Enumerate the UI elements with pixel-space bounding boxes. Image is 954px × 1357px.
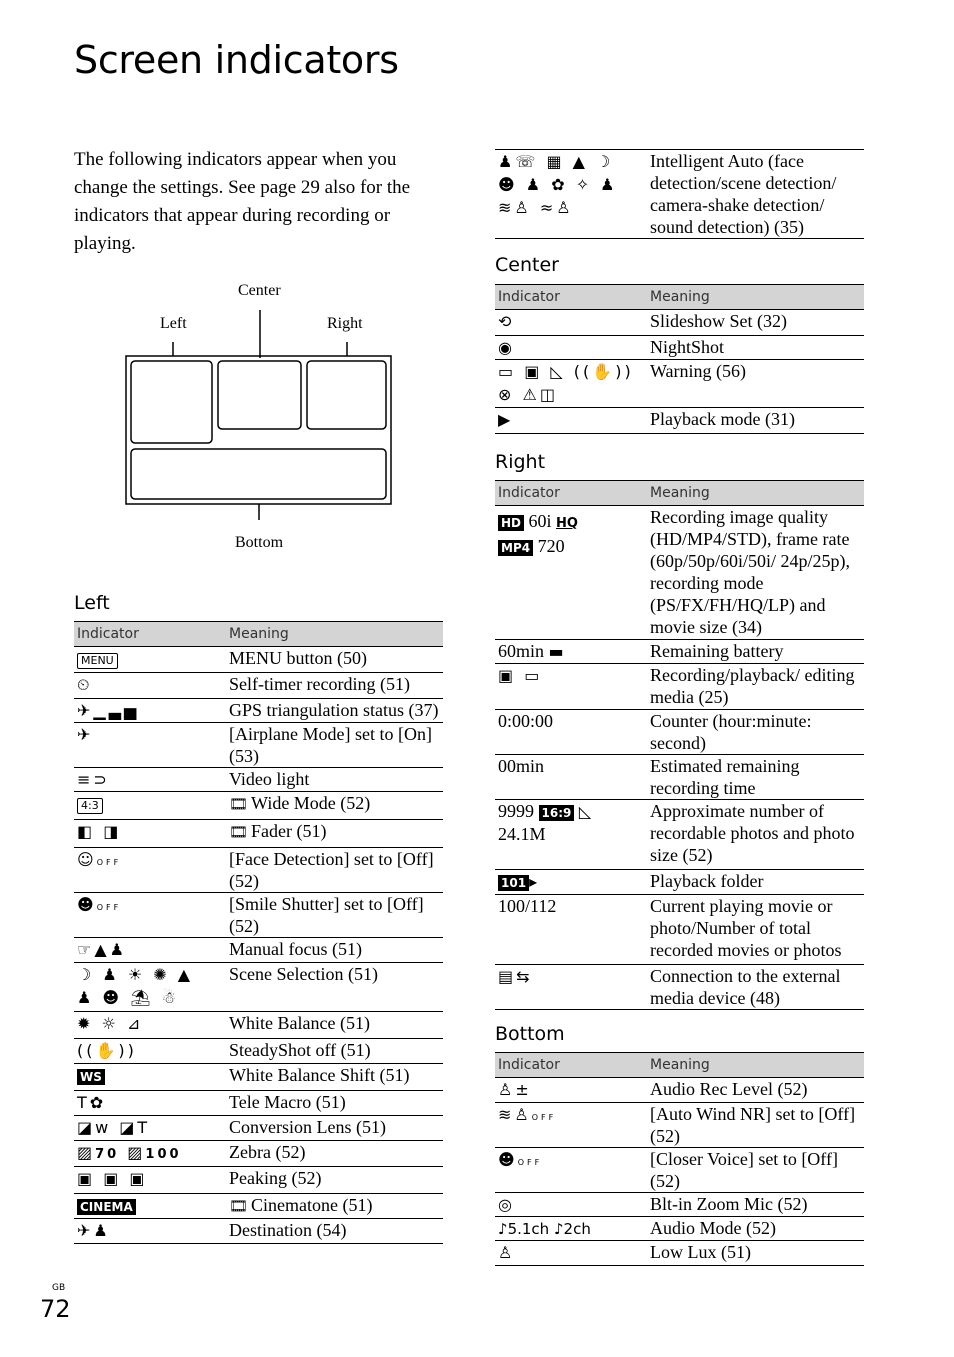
table-row bbox=[74, 963, 443, 1012]
table-row bbox=[74, 699, 443, 723]
table-row bbox=[495, 360, 864, 408]
bottom-section-title: Bottom bbox=[495, 1023, 565, 1045]
intelligent-auto-icons: ♟☏ ▦ ▲ ☽ ☻ ♟ ✿ ✧ ♟ ≋♙ ≈♙ bbox=[498, 152, 618, 217]
table-row bbox=[74, 1141, 443, 1167]
table-row bbox=[495, 870, 864, 895]
table-row bbox=[495, 965, 864, 1010]
table-row bbox=[74, 820, 443, 848]
aspect-4-3-icon: 4:3 bbox=[77, 798, 103, 814]
table-row bbox=[74, 938, 443, 963]
playing-count-text: 100/112 bbox=[495, 895, 647, 965]
diagram-frame bbox=[120, 280, 410, 530]
table-row bbox=[74, 647, 443, 673]
table-row bbox=[74, 1012, 443, 1039]
right-section-title: Right bbox=[495, 451, 546, 473]
table-row bbox=[74, 768, 443, 792]
row-meaning: Slideshow Set (32) bbox=[647, 310, 864, 336]
row-meaning: Warning (56) bbox=[647, 360, 864, 408]
photo-size-icon: ◺ bbox=[578, 802, 595, 821]
film-icon: 🎞 bbox=[229, 795, 249, 813]
table-row bbox=[495, 895, 864, 965]
row-meaning: GPS triangulation status (37) bbox=[226, 699, 443, 723]
center-section-title: Center bbox=[495, 254, 559, 276]
row-meaning: Self-timer recording (51) bbox=[226, 673, 443, 699]
table-row bbox=[495, 1217, 864, 1241]
table-row bbox=[495, 710, 864, 755]
screen-layout-diagram bbox=[120, 280, 410, 560]
row-meaning: Playback folder bbox=[647, 870, 864, 895]
row-meaning: [Closer Voice] set to [Off] (52) bbox=[647, 1148, 864, 1193]
frame-rate-text: 60i bbox=[528, 511, 552, 531]
diagram-label-center: Center bbox=[238, 282, 281, 299]
row-meaning: Wide Mode (52) bbox=[251, 793, 371, 813]
white-balance-icon: ✹ ☼ ⊿ bbox=[77, 1014, 144, 1033]
meaning-header: Meaning bbox=[226, 622, 443, 647]
table-row bbox=[74, 1064, 443, 1091]
table-row bbox=[74, 893, 443, 938]
row-meaning: [Smile Shutter] set to [Off] (52) bbox=[226, 893, 443, 938]
row-meaning: Playback mode (31) bbox=[647, 408, 864, 434]
row-meaning: Low Lux (51) bbox=[647, 1241, 864, 1266]
row-meaning: Conversion Lens (51) bbox=[226, 1116, 443, 1141]
left-section-title: Left bbox=[74, 592, 110, 614]
table-row bbox=[495, 640, 864, 664]
table-row bbox=[74, 1194, 443, 1219]
film-icon: 🎞 bbox=[229, 1197, 249, 1215]
photo-count-text: 9999 bbox=[498, 801, 534, 821]
table-row bbox=[495, 1103, 864, 1148]
table-row bbox=[74, 1116, 443, 1141]
row-meaning: Remaining battery bbox=[647, 640, 864, 664]
row-meaning: Current playing movie or photo/Number of total recorded movies or photos bbox=[647, 895, 864, 965]
hd-icon: HD bbox=[498, 515, 524, 531]
table-row bbox=[74, 1167, 443, 1194]
table-header bbox=[74, 622, 443, 647]
row-meaning: Destination (54) bbox=[226, 1219, 443, 1244]
diagram-label-right: Right bbox=[327, 315, 363, 332]
table-row bbox=[74, 792, 443, 820]
table-row bbox=[495, 664, 864, 710]
meaning-header: Meaning bbox=[647, 481, 864, 506]
row-meaning: [Face Detection] set to [Off] (52) bbox=[226, 848, 443, 893]
diagram-label-bottom: Bottom bbox=[235, 534, 284, 551]
bottom-indicator-table bbox=[495, 1052, 864, 1266]
row-meaning: Manual focus (51) bbox=[226, 938, 443, 963]
table-header bbox=[495, 481, 864, 506]
zoom-mic-icon: ◎ bbox=[498, 1195, 515, 1214]
photo-size-text: 24.1M bbox=[498, 824, 546, 844]
table-row bbox=[495, 1078, 864, 1103]
table-row bbox=[495, 755, 864, 800]
indicator-header: Indicator bbox=[495, 481, 647, 506]
audio-mode-icon: ♪5.1ch ♪2ch bbox=[498, 1220, 591, 1238]
row-meaning: Peaking (52) bbox=[226, 1167, 443, 1194]
audio-rec-level-icon: ♙± bbox=[498, 1080, 532, 1099]
folder-arrow-icon: ▸ bbox=[529, 872, 541, 891]
hq-icon: HQ bbox=[556, 516, 578, 531]
row-meaning: Recording/playback/ editing media (25) bbox=[647, 664, 864, 710]
conversion-lens-icon: ◪w ◪T bbox=[77, 1118, 151, 1137]
row-meaning: Audio Mode (52) bbox=[647, 1217, 864, 1241]
battery-time-text: 60min bbox=[498, 641, 545, 661]
intelligent-auto-table bbox=[495, 149, 864, 239]
table-row bbox=[74, 848, 443, 893]
intro-paragraph: The following indicators appear when you change the settings. See page 29 also for the indicators that appear during recording or playing. bbox=[74, 149, 411, 254]
aspect-16-9-icon: 16:9 bbox=[539, 805, 575, 821]
fader-icon: ◧ ◨ bbox=[77, 822, 122, 841]
row-meaning: NightShot bbox=[647, 336, 864, 360]
face-detection-off-icon: ☺OFF bbox=[77, 850, 122, 869]
table-row bbox=[495, 150, 864, 239]
table-row bbox=[74, 1091, 443, 1116]
right-indicator-table bbox=[495, 480, 864, 1010]
video-light-icon: ≡⊃ bbox=[77, 770, 110, 789]
region-code: GB bbox=[52, 1283, 66, 1293]
nightshot-icon: ◉ bbox=[498, 338, 515, 357]
mp4-icon: MP4 bbox=[498, 540, 533, 556]
white-balance-shift-icon: WS bbox=[77, 1069, 105, 1085]
row-meaning: Estimated remaining recording time bbox=[647, 755, 864, 800]
cinema-icon: CINEMA bbox=[77, 1199, 136, 1215]
table-row bbox=[495, 310, 864, 336]
menu-icon: MENU bbox=[77, 653, 118, 669]
table-row bbox=[495, 336, 864, 360]
airplane-icon: ✈ bbox=[77, 725, 94, 744]
row-meaning: Approximate number of recordable photos and photo size (52) bbox=[647, 800, 864, 870]
row-meaning: Fader (51) bbox=[251, 821, 327, 841]
table-row bbox=[74, 1039, 443, 1064]
row-meaning: Counter (hour:minute: second) bbox=[647, 710, 864, 755]
playback-folder-icon: 101 bbox=[498, 875, 529, 891]
scene-selection-icon: ☽ ♟ ☀ ✺ ▲ ♟ ☻ ⛱ ☃ bbox=[77, 965, 194, 1007]
film-icon: 🎞 bbox=[229, 823, 249, 841]
manual-focus-icon: ☞▲♟ bbox=[77, 940, 127, 959]
row-meaning: Tele Macro (51) bbox=[226, 1091, 443, 1116]
table-row bbox=[495, 1148, 864, 1193]
indicator-header: Indicator bbox=[495, 1053, 647, 1078]
table-row bbox=[74, 673, 443, 699]
low-lux-icon: ♙ bbox=[498, 1243, 516, 1262]
row-meaning: White Balance Shift (51) bbox=[226, 1064, 443, 1091]
row-meaning: MENU button (50) bbox=[226, 647, 443, 673]
row-meaning: Zebra (52) bbox=[226, 1141, 443, 1167]
left-indicator-table bbox=[74, 621, 443, 1244]
center-indicator-table bbox=[495, 284, 864, 434]
remaining-time-text: 00min bbox=[495, 755, 647, 800]
table-row bbox=[495, 1193, 864, 1217]
gps-icon: ✈▁▃▅ bbox=[77, 701, 140, 720]
table-header bbox=[495, 285, 864, 310]
row-meaning: SteadyShot off (51) bbox=[226, 1039, 443, 1064]
row-meaning: Blt-in Zoom Mic (52) bbox=[647, 1193, 864, 1217]
self-timer-icon: ⏲ bbox=[77, 675, 93, 694]
destination-icon: ✈♟ bbox=[77, 1221, 111, 1240]
row-meaning: Recording image quality (HD/MP4/STD), frame rate (60p/50p/60i/50i/ 24p/25p), recording mode (PS/FX/FH/HQ/LP) and movie size (34) bbox=[647, 506, 864, 640]
peaking-icon: ▣ ▣ ▣ bbox=[77, 1169, 148, 1188]
tele-macro-icon: T✿ bbox=[77, 1093, 107, 1112]
row-meaning: Cinematone (51) bbox=[251, 1195, 373, 1215]
indicator-header: Indicator bbox=[74, 622, 226, 647]
table-row bbox=[495, 800, 864, 870]
row-meaning: Connection to the external media device (48) bbox=[647, 965, 864, 1010]
table-row bbox=[74, 1219, 443, 1244]
recording-media-icon: ▣ ▭ bbox=[498, 666, 543, 685]
closer-voice-off-icon: ☻OFF bbox=[498, 1150, 543, 1169]
battery-icon: ▬ bbox=[548, 642, 567, 661]
playback-mode-icon: ▶ bbox=[498, 410, 514, 429]
row-meaning: Video light bbox=[226, 768, 443, 792]
page-title: Screen indicators bbox=[74, 38, 399, 82]
meaning-header: Meaning bbox=[647, 1053, 864, 1078]
movie-size-text: 720 bbox=[537, 536, 565, 556]
row-meaning: White Balance (51) bbox=[226, 1012, 443, 1039]
counter-text: 0:00:00 bbox=[495, 710, 647, 755]
row-meaning: [Airplane Mode] set to [On] (53) bbox=[226, 723, 443, 768]
steadyshot-off-icon: ((✋)) bbox=[77, 1041, 137, 1060]
row-meaning: Scene Selection (51) bbox=[226, 963, 443, 1012]
indicator-header: Indicator bbox=[495, 285, 647, 310]
zebra-icon: ▨70 ▨100 bbox=[77, 1143, 182, 1162]
row-meaning: Intelligent Auto (face detection/scene detection/ camera-shake detection/ sound detection) (35) bbox=[647, 150, 864, 239]
table-row bbox=[495, 506, 864, 640]
meaning-header: Meaning bbox=[647, 285, 864, 310]
smile-shutter-off-icon: ☻OFF bbox=[77, 895, 122, 914]
table-row bbox=[495, 1241, 864, 1266]
table-row bbox=[74, 723, 443, 768]
row-meaning: [Auto Wind NR] set to [Off] (52) bbox=[647, 1103, 864, 1148]
warning-icon: ▭ ▣ ◺ ((✋)) ⊗ ⚠◫ bbox=[498, 362, 634, 404]
table-header bbox=[495, 1053, 864, 1078]
wind-nr-off-icon: ≋♙OFF bbox=[498, 1105, 557, 1124]
row-meaning: Audio Rec Level (52) bbox=[647, 1078, 864, 1103]
external-media-icon: ▤⇆ bbox=[498, 967, 533, 986]
diagram-label-left: Left bbox=[160, 315, 187, 332]
slideshow-icon: ⟲ bbox=[498, 312, 515, 331]
page-number: 72 bbox=[40, 1295, 71, 1323]
table-row bbox=[495, 408, 864, 434]
